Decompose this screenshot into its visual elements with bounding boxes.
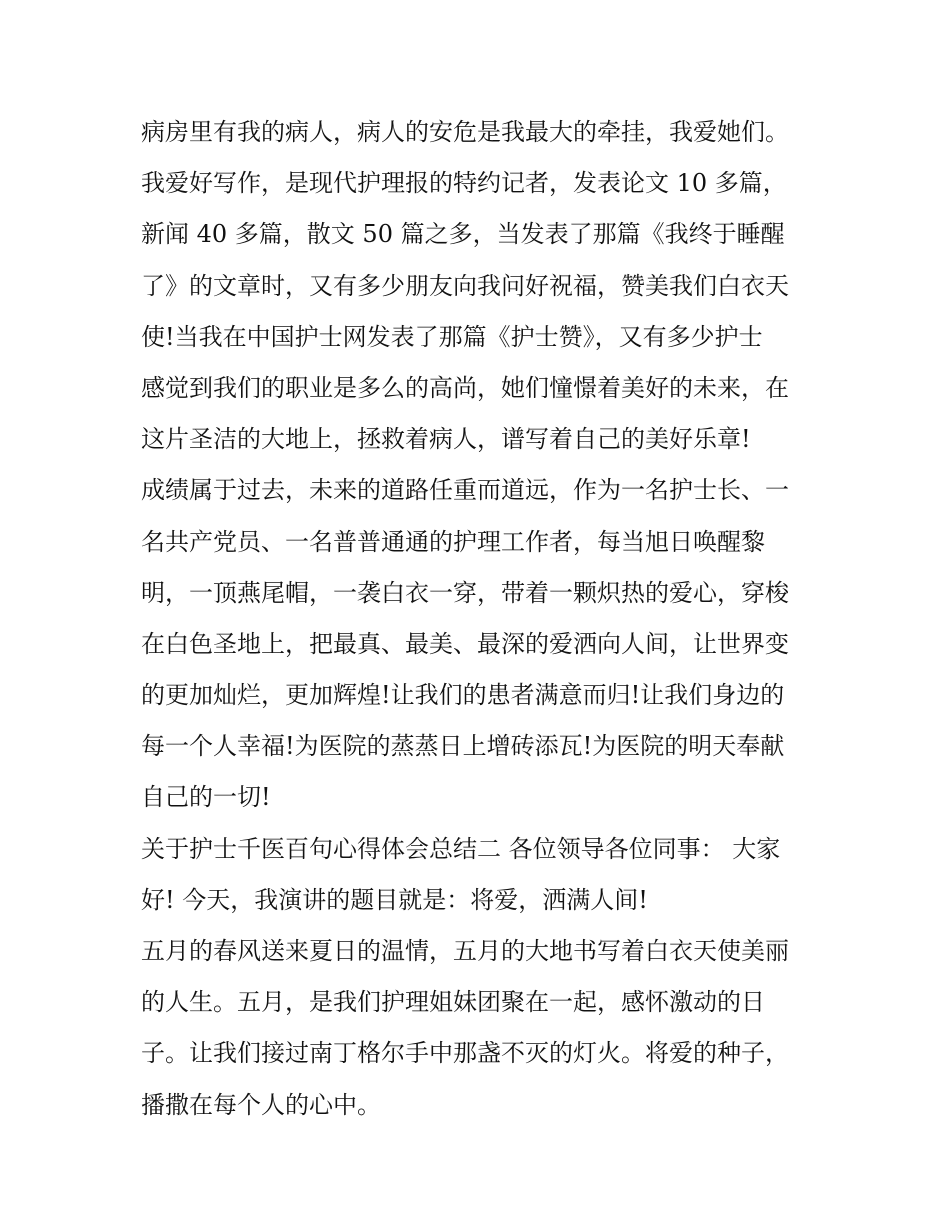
text-line: 名共产党员、一名普普通通的护理工作者，每当旭日唤醒黎 — [141, 527, 765, 556]
text-line: 我爱好写作，是现代护理报的特约记者，发表论文 10 多篇， — [141, 169, 787, 198]
text-line: 的人生。五月，是我们护理姐妹团聚在一起，感怀激动的日 — [141, 988, 765, 1017]
text-line: 这片圣洁的大地上，拯救着病人，谱写着自己的美好乐章! — [141, 425, 751, 454]
text-line: 子。让我们接过南丁格尔手中那盏不灭的灯火。将爱的种子， — [141, 1039, 789, 1068]
text-line: 明，一顶燕尾帽，一袭白衣一穿，带着一颗炽热的爱心，穿梭 — [141, 578, 789, 607]
text-line: 新闻 40 多篇，散文 50 篇之多，当发表了那篇《我终于睡醒 — [141, 220, 785, 249]
text-line: 关于护士千医百句心得体会总结二 各位领导各位同事： 大家 — [141, 834, 781, 863]
text-line: 了》的文章时，又有多少朋友向我问好祝福，赞美我们白衣天 — [141, 271, 789, 300]
text-line: 播撒在每个人的心中。 — [141, 1090, 381, 1119]
text-line: 感觉到我们的职业是多么的高尚，她们憧憬着美好的未来，在 — [141, 373, 789, 402]
text-line: 每一个人幸福!为医院的蒸蒸日上增砖添瓦!为医院的明天奉献 — [141, 732, 785, 761]
text-line: 成绩属于过去，未来的道路任重而道远，作为一名护士长、一 — [141, 476, 789, 505]
text-line: 好! 今天，我演讲的题目就是：将爱，洒满人间! — [141, 885, 648, 914]
text-line: 的更加灿烂，更加辉煌!让我们的患者满意而归!让我们身边的 — [141, 681, 785, 710]
text-line: 病房里有我的病人，病人的安危是我最大的牵挂，我爱她们。 — [141, 118, 789, 146]
text-line: 自己的一切! — [141, 783, 271, 812]
text-line: 使!当我在中国护士网发表了那篇《护士赞》，又有多少护士 — [141, 322, 763, 351]
text-line: 在白色圣地上，把最真、最美、最深的爱洒向人间，让世界变 — [141, 629, 789, 658]
text-line: 五月的春风送来夏日的温情，五月的大地书写着白衣天使美丽 — [141, 937, 789, 965]
body-text — [141, 107, 821, 1131]
